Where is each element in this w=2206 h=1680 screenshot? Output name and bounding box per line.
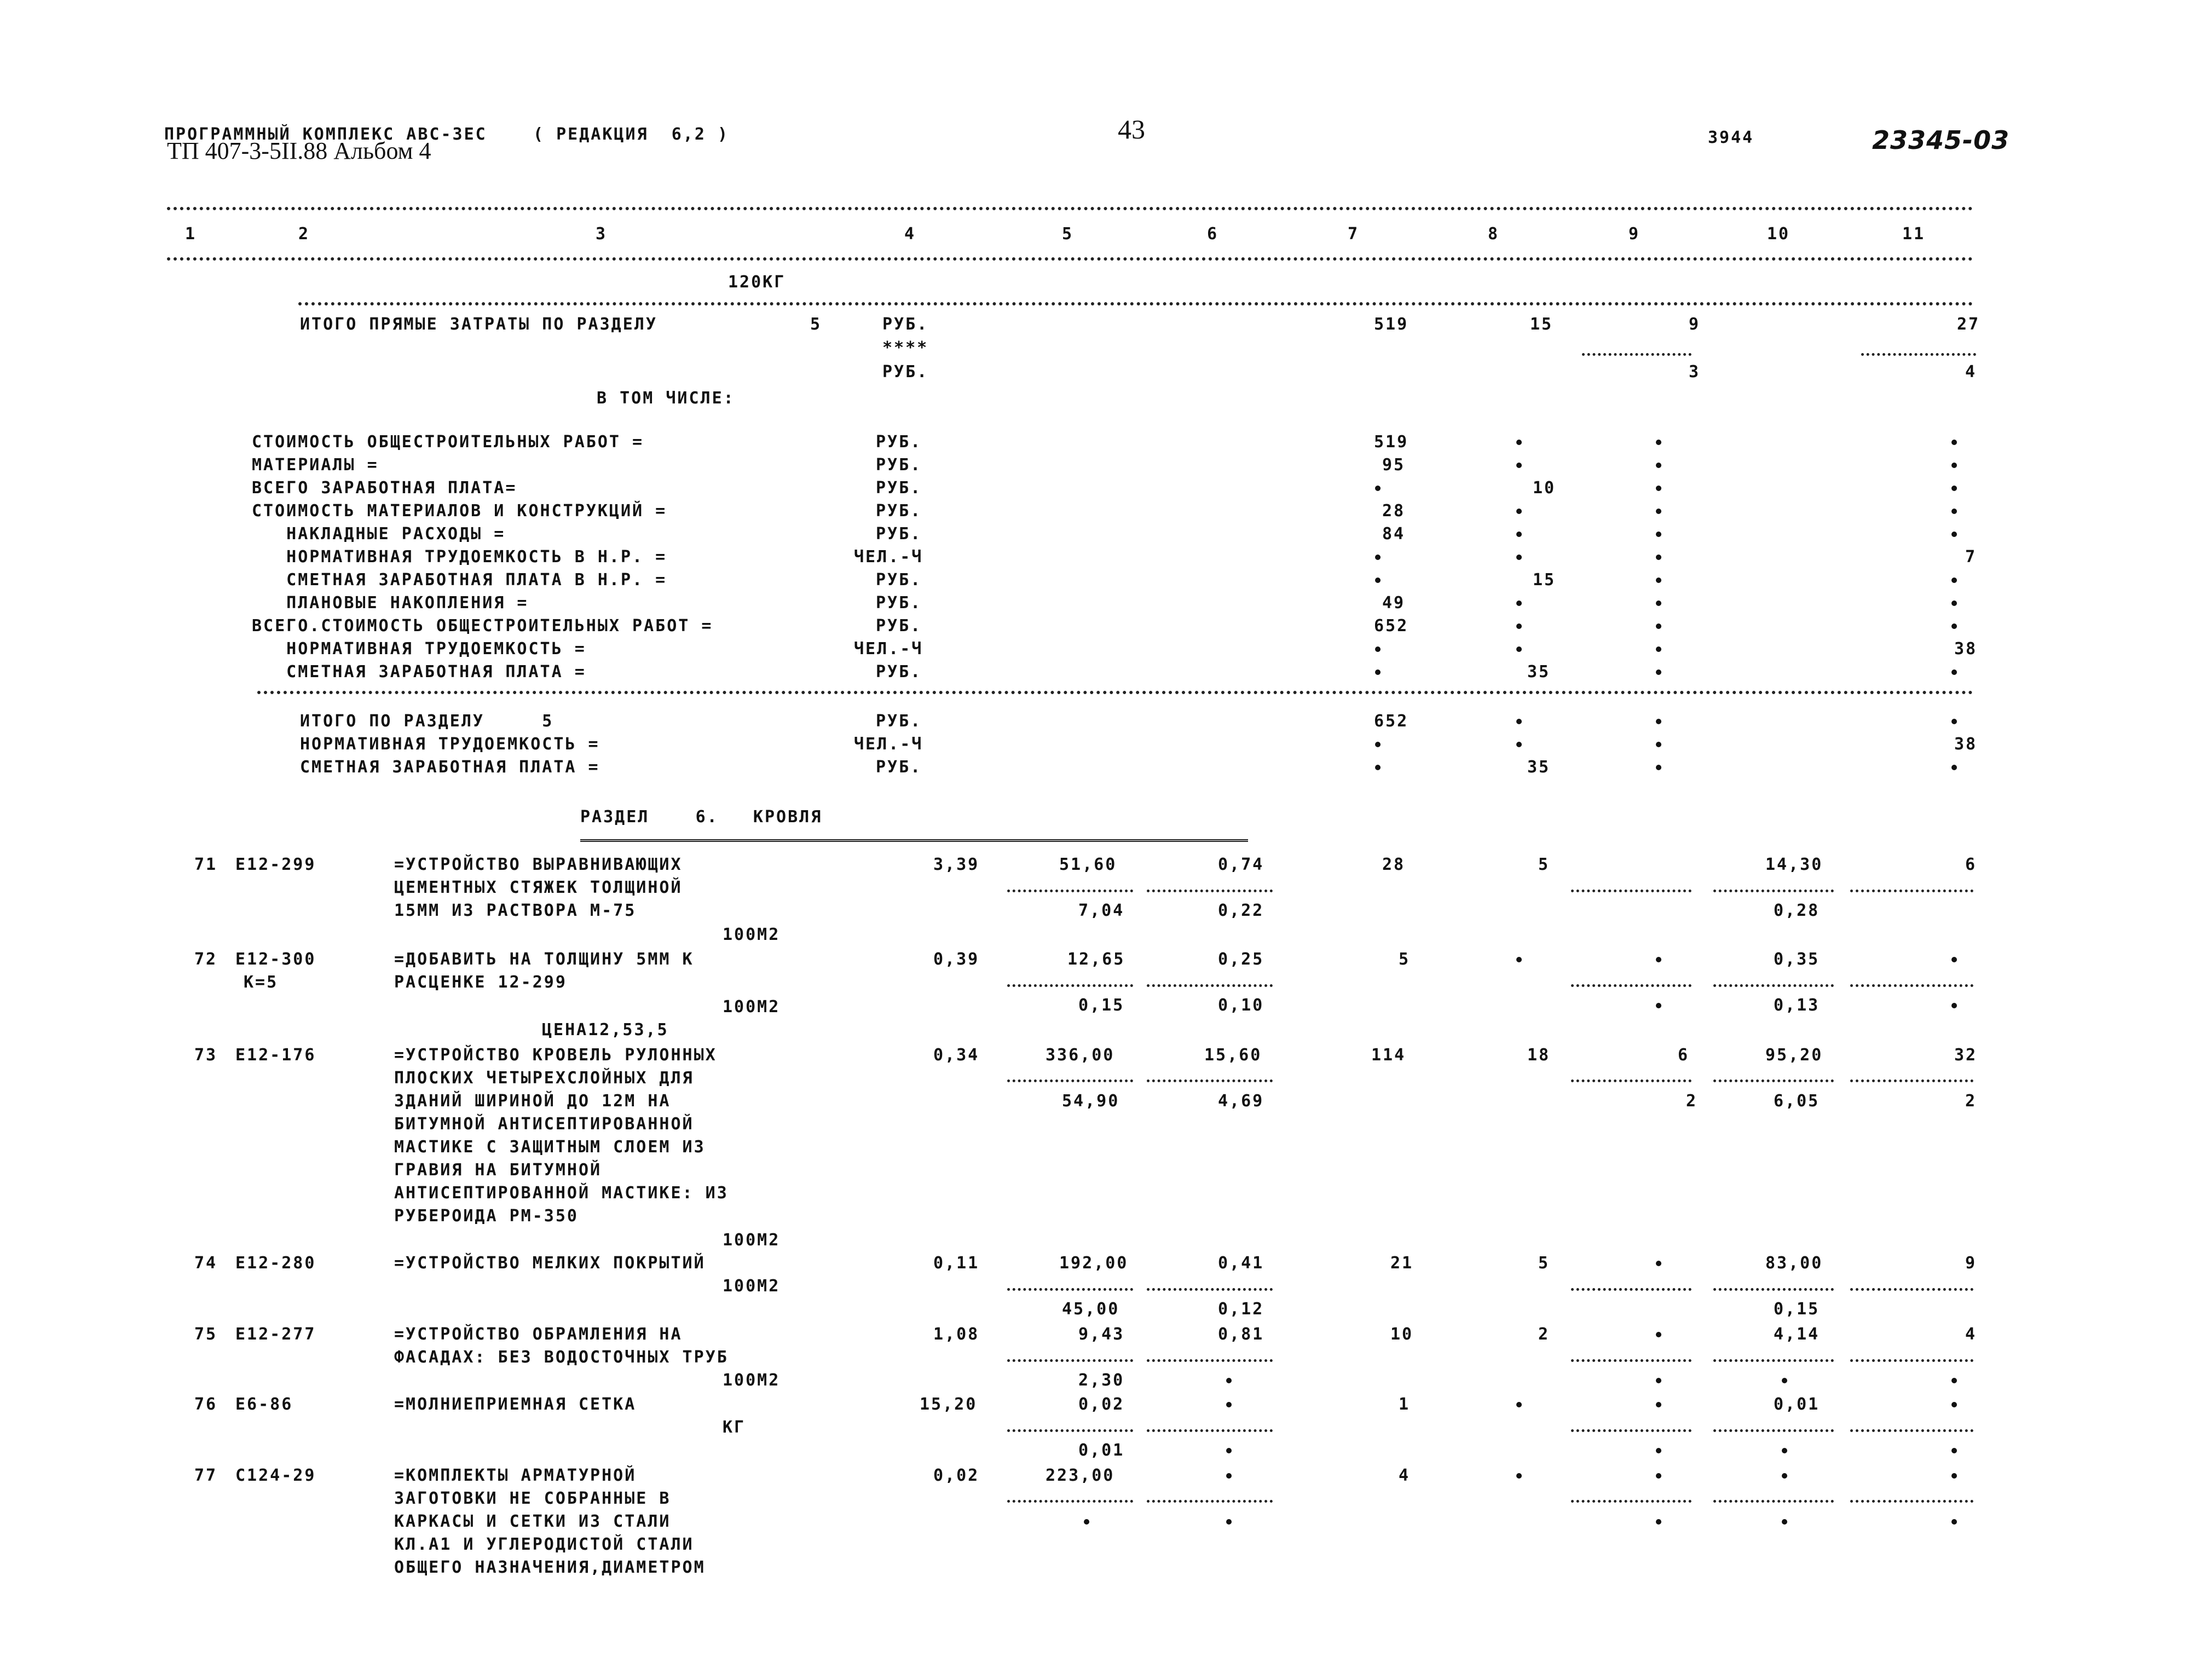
col11-value: 4: [1965, 1325, 1977, 1344]
sheet-code: 3944: [1708, 128, 1754, 147]
col11-value: 38: [1954, 639, 1978, 659]
item-code: Е12-277: [235, 1325, 316, 1344]
col7-value: 5: [1399, 950, 1411, 969]
col8-value: 15: [1533, 570, 1556, 590]
item-description-line: ГРАВИЯ НА БИТУМНОЙ: [394, 1161, 602, 1180]
program-title: ПРОГРАММНЫЙ КОМПЛЕКС АВС-3ЕС ( РЕДАКЦИЯ 6,2 ): [164, 125, 730, 144]
col10-value: 83,00: [1765, 1254, 1823, 1273]
section-title: РАЗДЕЛ 6. КРОВЛЯ: [580, 807, 823, 827]
col-header-9: 9: [1628, 224, 1641, 244]
list-item: ВСЕГО.СТОИМОСТЬ ОБЩЕСТРОИТЕЛЬНЫХ РАБОТ =: [252, 616, 713, 636]
album-title: ТП 407-3-5II.88 Альбом 4: [167, 137, 431, 164]
item-description-line: =КОМПЛЕКТЫ АРМАТУРНОЙ: [394, 1466, 637, 1485]
unit: РУБ.: [882, 362, 929, 382]
unit: РУБ.: [876, 570, 922, 590]
unit-price-sub: 45,00: [1062, 1300, 1120, 1319]
list-item: НАКЛАДНЫЕ РАСХОДЫ =: [252, 524, 506, 544]
list-item: СМЕТНАЯ ЗАРАБОТНАЯ ПЛАТА =: [252, 662, 586, 682]
item-unit: 100М2: [723, 1277, 781, 1296]
item-code-factor: К=5: [244, 973, 279, 992]
col8-value: 5: [1538, 855, 1550, 874]
item-description-line: ПЛОСКИХ ЧЕТЫРЕХСЛОЙНЫХ ДЛЯ: [394, 1069, 694, 1088]
item-description-line: =УСТРОЙСТВО МЕЛКИХ ПОКРЫТИЙ: [394, 1254, 706, 1273]
col11-value: 7: [1965, 547, 1977, 567]
item-code: С124-29: [235, 1466, 316, 1485]
item-description-line: РУБЕРОИДА РМ-350: [394, 1206, 579, 1226]
item-unit: 100М2: [723, 925, 781, 944]
including-heading: В ТОМ ЧИСЛЕ:: [597, 389, 735, 408]
unit-price: 336,00: [1046, 1046, 1115, 1065]
quantity: 0,34: [933, 1046, 980, 1065]
col10-sub-value: 6,05: [1774, 1092, 1820, 1111]
unit: РУБ.: [876, 593, 922, 613]
wage-price-sub: 4,69: [1218, 1092, 1264, 1111]
section-total-rule: [257, 691, 1973, 694]
col9-value: 6: [1678, 1046, 1690, 1065]
item-number: 73: [194, 1046, 218, 1065]
unit: РУБ.: [876, 501, 922, 521]
list-item: ВСЕГО ЗАРАБОТНАЯ ПЛАТА=: [252, 478, 517, 498]
col10-sub-value: 0,28: [1774, 901, 1820, 920]
col7-value: 49: [1382, 593, 1406, 613]
col9-underline: [1582, 353, 1691, 356]
unit: РУБ.: [876, 712, 922, 731]
item-description-line: =УСТРОЙСТВО КРОВЕЛЬ РУЛОННЫХ: [394, 1046, 717, 1065]
unit-price-sub: 0,15: [1078, 996, 1125, 1015]
unit: РУБ.: [876, 478, 922, 498]
item-description-line: =УСТРОЙСТВО ВЫРАВНИВАЮЩИХ: [394, 855, 683, 874]
col-header-8: 8: [1488, 224, 1500, 244]
item-code: Е12-299: [235, 855, 316, 874]
item-description-line: =ДОБАВИТЬ НА ТОЛЩИНУ 5ММ К: [394, 950, 694, 969]
item-code: Е6-86: [235, 1395, 293, 1414]
item-unit: 100М2: [723, 997, 781, 1017]
unit-price-sub: 7,04: [1078, 901, 1125, 920]
item-number: 74: [194, 1254, 218, 1273]
col8-value: 35: [1527, 758, 1551, 777]
unit: РУБ.: [876, 455, 922, 475]
unit-price: 12,65: [1067, 950, 1125, 969]
list-item: НОРМАТИВНАЯ ТРУДОЕМКОСТЬ В Н.Р. =: [252, 547, 667, 567]
col11-underline: [1861, 353, 1976, 356]
wage-price-sub: 0,12: [1218, 1300, 1264, 1319]
col8-value: 35: [1527, 662, 1551, 682]
unit: РУБ.: [876, 524, 922, 544]
unit-price-sub: 2,30: [1078, 1371, 1125, 1390]
wage-price-sub: 0,10: [1218, 996, 1264, 1015]
col10-value: 95,20: [1765, 1046, 1823, 1065]
col-header-4: 4: [904, 224, 916, 244]
section-rule: [298, 302, 1973, 305]
unit: ЧЕЛ.-Ч: [854, 639, 923, 659]
col8-value: 15: [1530, 315, 1554, 334]
list-item: ПЛАНОВЫЕ НАКОПЛЕНИЯ =: [252, 593, 529, 613]
quantity: 0,39: [933, 950, 980, 969]
col11-sub-value: 4: [1965, 362, 1977, 382]
wage-price: 0,74: [1218, 855, 1264, 874]
col7-value: 28: [1382, 501, 1406, 521]
col9-sub-value: 2: [1686, 1092, 1698, 1111]
col8-value: 5: [1538, 1254, 1550, 1273]
table-header-rule: [167, 257, 1973, 261]
col8-value: 18: [1527, 1046, 1551, 1065]
col7-value: 10: [1390, 1325, 1414, 1344]
unit-label: 120КГ: [728, 273, 786, 292]
unit-price: 223,00: [1046, 1466, 1115, 1485]
col7-value: 28: [1382, 855, 1406, 874]
unit: РУБ.: [882, 315, 929, 334]
item-description-line: ФАСАДАХ: БЕЗ ВОДОСТОЧНЫХ ТРУБ: [394, 1348, 729, 1367]
col7-value: 519: [1374, 432, 1409, 452]
col-header-3: 3: [596, 224, 608, 244]
item-description-line: БИТУМНОЙ АНТИСЕПТИРОВАННОЙ: [394, 1115, 694, 1134]
row-label: ИТОГО ПО РАЗДЕЛУ 5: [300, 712, 554, 731]
item-description-line: АНТИСЕПТИРОВАННОЙ МАСТИКЕ: ИЗ: [394, 1183, 729, 1203]
col9-sub-value: 3: [1689, 362, 1701, 382]
col7-value: 519: [1374, 315, 1409, 334]
unit: РУБ.: [876, 616, 922, 636]
col10-sub-value: 0,15: [1774, 1300, 1820, 1319]
item-description-line: =МОЛНИЕПРИЕМНАЯ СЕТКА: [394, 1395, 637, 1414]
unit: ЧЕЛ.-Ч: [854, 547, 923, 567]
unit-price-sub: 0,01: [1078, 1441, 1125, 1460]
section-number: 5: [810, 315, 822, 334]
col11-value: 6: [1965, 855, 1977, 874]
item-number: 75: [194, 1325, 218, 1344]
col10-value: 0,01: [1774, 1395, 1820, 1414]
wage-price: 0,81: [1218, 1325, 1264, 1344]
col10-value: 4,14: [1774, 1325, 1820, 1344]
item-description-line: КАРКАСЫ И СЕТКИ ИЗ СТАЛИ: [394, 1512, 671, 1531]
item-number: 72: [194, 950, 218, 969]
item-description-line: =УСТРОЙСТВО ОБРАМЛЕНИЯ НА: [394, 1325, 683, 1344]
unit: ЧЕЛ.-Ч: [854, 735, 923, 754]
col8-value: 2: [1538, 1325, 1550, 1344]
item-code: Е12-176: [235, 1046, 316, 1065]
col10-value: 14,30: [1765, 855, 1823, 874]
item-code: Е12-300: [235, 950, 316, 969]
wage-price-sub: 0,22: [1218, 901, 1264, 920]
item-description-line: ЦЕМЕНТНЫХ СТЯЖЕК ТОЛЩИНОЙ: [394, 878, 683, 897]
unit: РУБ.: [876, 662, 922, 682]
quantity: 1,08: [933, 1325, 980, 1344]
unit-price: 51,60: [1059, 855, 1117, 874]
item-description-line: ЗАГОТОВКИ НЕ СОБРАННЫЕ В: [394, 1489, 671, 1508]
item-code: Е12-280: [235, 1254, 316, 1273]
col11-value: 38: [1954, 735, 1978, 754]
unit-price: 0,02: [1078, 1395, 1125, 1414]
col-header-2: 2: [298, 224, 310, 244]
col11-value: 27: [1957, 315, 1980, 334]
col7-value: 114: [1371, 1046, 1406, 1065]
col7-value: 652: [1374, 712, 1409, 731]
page-number: 43: [1118, 114, 1145, 145]
col11-value: 32: [1954, 1046, 1978, 1065]
section-title-underline: [580, 839, 1248, 842]
unit: РУБ.: [876, 758, 922, 777]
wage-price: 0,41: [1218, 1254, 1264, 1273]
row-label: ИТОГО ПРЯМЫЕ ЗАТРАТЫ ПО РАЗДЕЛУ: [300, 315, 657, 334]
col7-value: 95: [1382, 455, 1406, 475]
col-header-10: 10: [1767, 224, 1791, 244]
item-unit: 100М2: [723, 1371, 781, 1390]
wage-price: 0,25: [1218, 950, 1264, 969]
col7-value: 84: [1382, 524, 1406, 544]
row-label: СМЕТНАЯ ЗАРАБОТНАЯ ПЛАТА =: [300, 758, 600, 777]
item-description-line: МАСТИКЕ С ЗАЩИТНЫМ СЛОЕМ ИЗ: [394, 1138, 706, 1157]
item-number: 76: [194, 1395, 218, 1414]
item-description-line: ЗДАНИЙ ШИРИНОЙ ДО 12М НА: [394, 1092, 671, 1111]
list-item: СТОИМОСТЬ ОБЩЕСТРОИТЕЛЬНЫХ РАБОТ =: [252, 432, 644, 452]
col11-sub-value: 2: [1965, 1092, 1977, 1111]
list-item: СМЕТНАЯ ЗАРАБОТНАЯ ПЛАТА В Н.Р. =: [252, 570, 667, 590]
item-number: 71: [194, 855, 218, 874]
table-top-rule: [167, 207, 1973, 210]
item-description-line: ОБЩЕГО НАЗНАЧЕНИЯ,ДИАМЕТРОМ: [394, 1558, 706, 1577]
col7-value: 21: [1390, 1254, 1414, 1273]
unit: РУБ.: [876, 432, 922, 452]
unit-price-sub: 54,90: [1062, 1092, 1120, 1111]
col-header-1: 1: [185, 224, 197, 244]
document-number: 23345-03: [1872, 125, 2010, 155]
item-unit: 100М2: [723, 1231, 781, 1250]
col7-value: 1: [1399, 1395, 1411, 1414]
item-description-line: РАСЦЕНКЕ 12-299: [394, 973, 567, 992]
col7-value: 652: [1374, 616, 1409, 636]
unit-price: 192,00: [1059, 1254, 1129, 1273]
col9-value: 9: [1689, 315, 1701, 334]
list-item: МАТЕРИАЛЫ =: [252, 455, 379, 475]
col-header-6: 6: [1207, 224, 1219, 244]
quantity: 0,02: [933, 1466, 980, 1485]
col10-sub-value: 0,13: [1774, 996, 1820, 1015]
unit-price: 9,43: [1078, 1325, 1125, 1344]
quantity: 15,20: [920, 1395, 978, 1414]
item-description-line: 15ММ ИЗ РАСТВОРА М-75: [394, 901, 637, 920]
col8-value: 10: [1533, 478, 1556, 498]
list-item: НОРМАТИВНАЯ ТРУДОЕМКОСТЬ =: [252, 639, 586, 659]
col-header-11: 11: [1902, 224, 1926, 244]
list-item: СТОИМОСТЬ МАТЕРИАЛОВ И КОНСТРУКЦИЙ =: [252, 501, 667, 521]
col-header-5: 5: [1062, 224, 1074, 244]
col11-value: 9: [1965, 1254, 1977, 1273]
wage-price: 15,60: [1204, 1046, 1262, 1065]
item-unit: КГ: [723, 1418, 746, 1437]
row-label: НОРМАТИВНАЯ ТРУДОЕМКОСТЬ =: [300, 735, 600, 754]
quantity: 0,11: [933, 1254, 980, 1273]
col7-value: 4: [1399, 1466, 1411, 1485]
col-header-7: 7: [1348, 224, 1360, 244]
item-number: 77: [194, 1466, 218, 1485]
quantity: 3,39: [933, 855, 980, 874]
item-description-line: КЛ.А1 И УГЛЕРОДИСТОЙ СТАЛИ: [394, 1535, 694, 1554]
col10-value: 0,35: [1774, 950, 1820, 969]
unit-stars: ****: [882, 338, 929, 357]
price-note: ЦЕНА12,53,5: [542, 1020, 669, 1040]
